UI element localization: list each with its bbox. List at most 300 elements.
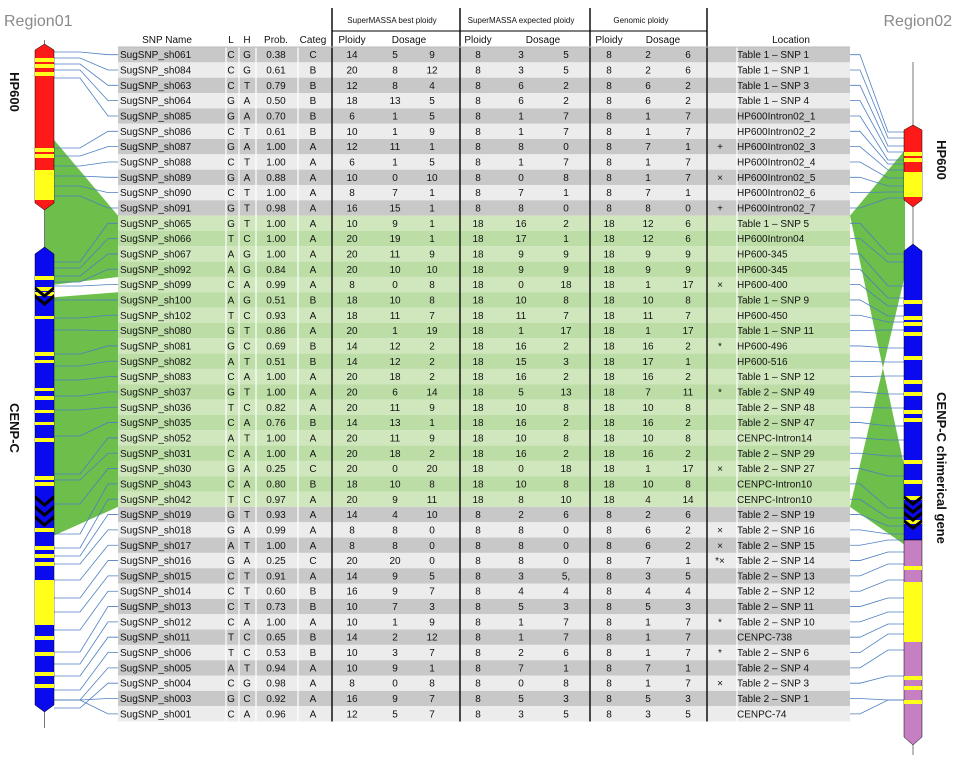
cell-bd1: 8 [392, 541, 398, 552]
cell-ed2: 2 [563, 81, 569, 92]
cell-prob: 1.00 [266, 142, 286, 153]
cell-h: T [244, 387, 250, 398]
cell-cat: B [310, 602, 317, 613]
cell-h: A [244, 173, 251, 184]
cell-name: SugSNP_sh016 [120, 556, 192, 567]
cell-gp: 8 [606, 127, 612, 138]
cell-ep: 8 [475, 679, 481, 690]
cell-ed1: 1 [518, 326, 524, 337]
header-group-genomic: Genomic ploidy [613, 16, 668, 25]
cell-gd1: 1 [645, 648, 651, 659]
cell-ed1: 0 [518, 464, 524, 475]
cell-ed1: 10 [515, 433, 527, 444]
cell-l: A [228, 357, 235, 368]
table-row [118, 170, 850, 185]
cell-loc: Table 2 – SNP 19 [737, 510, 815, 521]
chrom-label-cenpc-right: CENP-C chimerical gene [934, 392, 949, 544]
cell-bd1: 12 [389, 357, 401, 368]
cell-mark: × [717, 679, 723, 690]
band-stripe [904, 566, 922, 570]
cell-ed1: 1 [518, 112, 524, 123]
band-stripe [35, 528, 54, 532]
cell-cat: A [310, 495, 317, 506]
cell-h: A [244, 709, 251, 720]
cell-prob: 0.61 [266, 127, 286, 138]
cell-loc: Table 1 – SNP 5 [737, 219, 810, 230]
cell-loc: HP600-345 [737, 249, 788, 260]
cell-gp: 18 [603, 326, 615, 337]
cell-h: T [244, 541, 250, 552]
cell-gd2: 7 [685, 633, 691, 644]
cell-h: T [244, 158, 250, 169]
cell-ed1: 5 [518, 602, 524, 613]
cell-gp: 18 [603, 295, 615, 306]
cell-ed2: 2 [563, 96, 569, 107]
cell-bd2: 10 [426, 265, 438, 276]
cell-gd1: 16 [642, 372, 654, 383]
cell-ed1: 8 [518, 541, 524, 552]
cell-l: C [227, 280, 234, 291]
cell-cat: A [310, 280, 317, 291]
cell-ed2: 5 [563, 66, 569, 77]
cell-ep: 8 [475, 203, 481, 214]
cell-ed2: 13 [560, 387, 572, 398]
cell-ed1: 0 [518, 280, 524, 291]
cell-ed2: 0 [563, 556, 569, 567]
cell-loc: Table 2 – SNP 13 [737, 571, 815, 582]
cell-bd1: 4 [392, 510, 398, 521]
cell-gd2: 8 [685, 295, 691, 306]
cell-gp: 18 [603, 433, 615, 444]
cell-name: SugSNP_sh005 [120, 663, 192, 674]
cell-name: SugSNP_sh084 [120, 66, 192, 77]
cell-l: C [227, 587, 234, 598]
cell-l: A [228, 265, 235, 276]
cell-loc: HP600Intron02_6 [737, 188, 816, 199]
chrom-label-cenpc-left: CENP-C [7, 403, 22, 453]
cell-ed1: 9 [518, 249, 524, 260]
cell-prob: 0.86 [266, 326, 286, 337]
cell-ed2: 8 [563, 433, 569, 444]
cell-bd1: 0 [392, 173, 398, 184]
cell-gp: 8 [606, 158, 612, 169]
cell-l: C [227, 679, 234, 690]
cell-prob: 0.99 [266, 280, 286, 291]
cell-gd1: 7 [645, 556, 651, 567]
cell-bd1: 0 [392, 280, 398, 291]
cell-bd2: 9 [429, 433, 435, 444]
cell-gp: 8 [606, 617, 612, 628]
cell-gd2: 2 [685, 449, 691, 460]
cell-gp: 18 [603, 495, 615, 506]
cell-gp: 18 [603, 418, 615, 429]
cell-l: C [227, 372, 234, 383]
cell-ep: 18 [472, 219, 484, 230]
cell-ed1: 6 [518, 96, 524, 107]
cell-bd2: 12 [426, 633, 438, 644]
cell-bp: 8 [349, 679, 355, 690]
cell-ep: 8 [475, 556, 481, 567]
cell-ep: 8 [475, 541, 481, 552]
cell-bd1: 8 [392, 81, 398, 92]
cell-prob: 0.98 [266, 203, 286, 214]
cell-name: SugSNP_sh089 [120, 173, 192, 184]
table-row [118, 630, 850, 645]
cell-gd1: 10 [642, 433, 654, 444]
cell-gd2: 2 [685, 341, 691, 352]
cell-bd1: 11 [390, 142, 401, 153]
cell-ed1: 8 [518, 556, 524, 567]
cell-ep: 18 [472, 403, 484, 414]
cell-name: SugSNP_sh091 [120, 203, 192, 214]
cell-loc: Table 2 – SNP 49 [737, 387, 815, 398]
cell-ed1: 6 [518, 81, 524, 92]
cell-ep: 8 [475, 66, 481, 77]
cell-bp: 16 [346, 587, 358, 598]
cell-l: C [227, 449, 234, 460]
cell-bp: 14 [346, 571, 358, 582]
cell-loc: Table 1 – SNP 11 [737, 326, 814, 337]
cell-gd2: 6 [685, 219, 691, 230]
cell-bd2: 8 [429, 280, 435, 291]
table-row [118, 185, 850, 200]
cell-gd1: 9 [645, 249, 651, 260]
cell-bp: 20 [346, 234, 358, 245]
cell-gd2: 2 [685, 418, 691, 429]
cell-gp: 8 [606, 648, 612, 659]
table-row [118, 446, 850, 461]
cell-gp: 8 [606, 663, 612, 674]
cell-gd1: 1 [645, 679, 651, 690]
cell-gd1: 10 [642, 295, 654, 306]
cell-l: G [227, 219, 235, 230]
chrom-label-hp600-left: HP600 [7, 72, 22, 112]
cell-cat: B [310, 418, 317, 429]
band-stripe [35, 316, 54, 319]
cell-prob: 0.96 [266, 709, 286, 720]
table-row [118, 154, 850, 169]
band-stripe [904, 172, 922, 197]
cell-gd1: 5 [645, 602, 651, 613]
table-row [118, 584, 850, 599]
cell-gp: 18 [603, 387, 615, 398]
table-row [118, 308, 850, 323]
cell-l: A [228, 295, 235, 306]
cell-gd1: 7 [645, 142, 651, 153]
header-prob: Prob. [264, 35, 288, 46]
cell-gp: 8 [606, 587, 612, 598]
cell-name: SugSNP_sh064 [120, 96, 192, 107]
cell-name: SugSNP_sh037 [120, 387, 192, 398]
cell-bd2: 9 [429, 403, 435, 414]
cell-h: G [243, 249, 251, 260]
connector-right [850, 407, 904, 408]
cell-h: A [244, 479, 251, 490]
header-genomic-dosage: Dosage [646, 35, 681, 46]
cell-gd2: 0 [685, 203, 691, 214]
header-snp-name: SNP Name [142, 35, 192, 46]
cell-l: G [227, 556, 235, 567]
connector-right [850, 101, 904, 152]
cell-ep: 8 [475, 188, 481, 199]
cell-loc: Table 2 – SNP 15 [737, 541, 815, 552]
cell-ep: 8 [475, 617, 481, 628]
cell-gp: 18 [603, 265, 615, 276]
cell-gd2: 17 [682, 464, 694, 475]
cell-prob: 0.76 [266, 418, 286, 429]
table-row [118, 660, 850, 675]
cell-bp: 20 [346, 249, 358, 260]
cell-bd1: 9 [392, 663, 398, 674]
cell-gd2: 17 [682, 326, 694, 337]
cell-l: T [228, 648, 234, 659]
cell-ed2: 6 [563, 648, 569, 659]
cell-ep: 8 [475, 602, 481, 613]
table-row [118, 62, 850, 77]
cell-ep: 8 [475, 81, 481, 92]
cell-h: A [244, 96, 251, 107]
cell-gd1: 11 [643, 311, 654, 322]
table-row [118, 108, 850, 123]
band-stripe [904, 582, 922, 642]
cell-gd2: 8 [685, 403, 691, 414]
cell-bp: 16 [346, 203, 358, 214]
cell-gp: 8 [606, 602, 612, 613]
table-row [118, 124, 850, 139]
cell-gd2: 8 [685, 433, 691, 444]
table-row [118, 430, 850, 445]
cell-ep: 18 [472, 372, 484, 383]
band-stripe [35, 672, 54, 676]
cell-ed1: 3 [518, 709, 524, 720]
cell-ed1: 0 [518, 173, 524, 184]
cell-name: SugSNP_sh102 [120, 311, 192, 322]
cell-h: A [244, 525, 251, 536]
cell-ep: 18 [472, 341, 484, 352]
cell-gd1: 16 [642, 418, 654, 429]
connector-left [54, 653, 118, 690]
cell-bp: 20 [346, 464, 358, 475]
cell-bd2: 2 [429, 449, 435, 460]
cell-ep: 18 [472, 433, 484, 444]
cell-bp: 6 [349, 112, 355, 123]
cell-ep: 18 [472, 249, 484, 260]
cell-ed2: 5 [563, 709, 569, 720]
cell-ed1: 16 [515, 449, 527, 460]
cell-ep: 8 [475, 510, 481, 521]
cell-loc: Table 2 – SNP 3 [737, 679, 810, 690]
cell-prob: 1.00 [266, 541, 286, 552]
table-row [118, 354, 850, 369]
cell-l: T [228, 403, 234, 414]
cell-h: A [244, 112, 251, 123]
cell-ed2: 9 [563, 265, 569, 276]
cell-bd1: 18 [389, 449, 401, 460]
cell-l: G [227, 173, 235, 184]
band-stripe [35, 422, 54, 425]
band-stripe [35, 652, 54, 656]
cell-bd2: 7 [429, 587, 435, 598]
cell-bp: 14 [346, 510, 358, 521]
cell-ed1: 15 [515, 357, 527, 368]
table-row [118, 139, 850, 154]
cell-ep: 8 [475, 112, 481, 123]
cell-mark: * [718, 387, 722, 398]
cell-ed2: 8 [563, 403, 569, 414]
cell-gd1: 4 [645, 495, 651, 506]
band-stripe [35, 276, 54, 280]
table-rows [118, 47, 850, 722]
cell-gp: 8 [606, 709, 612, 720]
table-row [118, 492, 850, 507]
cell-prob: 0.91 [266, 571, 286, 582]
cell-gd2: 7 [685, 173, 691, 184]
cell-cat: A [310, 663, 317, 674]
cell-name: SugSNP_sh012 [120, 617, 192, 628]
cell-name: SugSNP_sh013 [120, 602, 192, 613]
cell-gd1: 4 [645, 587, 651, 598]
cell-cat: B [310, 479, 317, 490]
table-row [118, 522, 850, 537]
cell-prob: 1.00 [266, 219, 286, 230]
cell-gd1: 1 [645, 464, 651, 475]
cell-ed2: 7 [563, 127, 569, 138]
cell-l: C [227, 50, 234, 61]
table-row [118, 645, 850, 660]
cell-prob: 0.25 [266, 556, 286, 567]
cell-mark: * [718, 341, 722, 352]
cell-gp: 8 [606, 694, 612, 705]
cell-ed1: 3 [518, 571, 524, 582]
cell-gd1: 12 [642, 219, 654, 230]
left-chromosome [35, 44, 54, 712]
band-stripe [35, 546, 54, 550]
cell-l: G [227, 142, 235, 153]
cell-ep: 18 [472, 418, 484, 429]
cell-gd2: 7 [685, 679, 691, 690]
cell-prob: 0.99 [266, 525, 286, 536]
cell-bp: 10 [346, 602, 358, 613]
cell-prob: 0.93 [266, 510, 286, 521]
cell-name: SugSNP_sh061 [120, 50, 192, 61]
connector-right [850, 330, 904, 331]
cell-gd2: 2 [685, 541, 691, 552]
cell-cat: B [310, 81, 317, 92]
cell-bd1: 13 [389, 418, 401, 429]
cell-name: SugSNP_sh006 [120, 648, 192, 659]
cell-ed1: 10 [515, 403, 527, 414]
cell-name: SugSNP_sh015 [120, 571, 192, 582]
cell-h: C [243, 341, 250, 352]
cell-l: A [228, 249, 235, 260]
table-row [118, 262, 850, 277]
cell-bd2: 2 [429, 357, 435, 368]
band-stripe [35, 352, 54, 356]
cell-ed1: 17 [515, 234, 527, 245]
cell-bd2: 7 [429, 694, 435, 705]
cell-ed1: 8 [518, 525, 524, 536]
cell-cat: C [309, 556, 316, 567]
cell-l: G [227, 326, 235, 337]
cell-loc: CENPC-Intron10 [737, 479, 812, 490]
cell-ed1: 10 [515, 295, 527, 306]
cell-bd1: 7 [392, 602, 398, 613]
cell-bd2: 0 [429, 556, 435, 567]
cell-cat: A [310, 433, 317, 444]
connector-right [850, 361, 904, 362]
cell-name: SugSNP_sh080 [120, 326, 192, 337]
cell-cat: A [310, 617, 317, 628]
cell-gp: 8 [606, 525, 612, 536]
cell-gd1: 6 [645, 81, 651, 92]
cell-bp: 8 [349, 525, 355, 536]
cell-gd2: 1 [685, 556, 691, 567]
cell-bd2: 1 [429, 663, 435, 674]
band-stripe [35, 438, 54, 442]
cell-ep: 18 [472, 449, 484, 460]
cell-cat: A [310, 449, 317, 460]
cell-ed2: 6 [563, 510, 569, 521]
cell-bd1: 1 [392, 112, 398, 123]
cell-ed2: 5, [562, 571, 570, 582]
cell-ed2: 0 [563, 142, 569, 153]
cell-gp: 18 [603, 449, 615, 460]
cell-name: SugSNP_sh083 [120, 372, 192, 383]
cell-cat: A [310, 219, 317, 230]
table-row [118, 369, 850, 384]
cell-bd1: 5 [392, 709, 398, 720]
cell-h: A [244, 464, 251, 475]
cell-l: C [227, 66, 234, 77]
cell-cat: B [310, 295, 317, 306]
cell-gd1: 1 [645, 617, 651, 628]
cell-l: G [227, 694, 235, 705]
connector-right [850, 346, 904, 348]
cell-bp: 18 [346, 479, 358, 490]
header-expected-dosage: Dosage [526, 35, 561, 46]
cell-prob: 0.92 [266, 694, 286, 705]
cell-bd2: 9 [429, 617, 435, 628]
cell-mark: × [717, 464, 723, 475]
cell-ed2: 9 [563, 249, 569, 260]
cell-loc: Table 2 – SNP 14 [737, 556, 815, 567]
cell-gd1: 12 [642, 234, 654, 245]
cell-l: G [227, 464, 235, 475]
cell-gd1: 1 [645, 280, 651, 291]
cell-gp: 8 [606, 541, 612, 552]
cell-cat: A [310, 372, 317, 383]
connector-right [850, 624, 904, 637]
cell-ed1: 1 [518, 158, 524, 169]
cell-gd1: 6 [645, 541, 651, 552]
cell-prob: 0.94 [266, 663, 286, 674]
cell-prob: 0.53 [266, 648, 286, 659]
cell-gd2: 7 [685, 617, 691, 628]
cell-gd2: 4 [685, 587, 691, 598]
cell-gd2: 7 [685, 112, 691, 123]
cell-mark: * [718, 617, 722, 628]
cell-gd2: 6 [685, 234, 691, 245]
cell-h: C [243, 403, 250, 414]
cell-gd2: 2 [685, 81, 691, 92]
cell-name: SugSNP_sh065 [120, 219, 192, 230]
cell-bp: 6 [349, 158, 355, 169]
table-row [118, 691, 850, 706]
cell-bd1: 1 [392, 617, 398, 628]
cell-bd1: 10 [389, 479, 401, 490]
cell-ep: 8 [475, 158, 481, 169]
cell-l: C [227, 709, 234, 720]
